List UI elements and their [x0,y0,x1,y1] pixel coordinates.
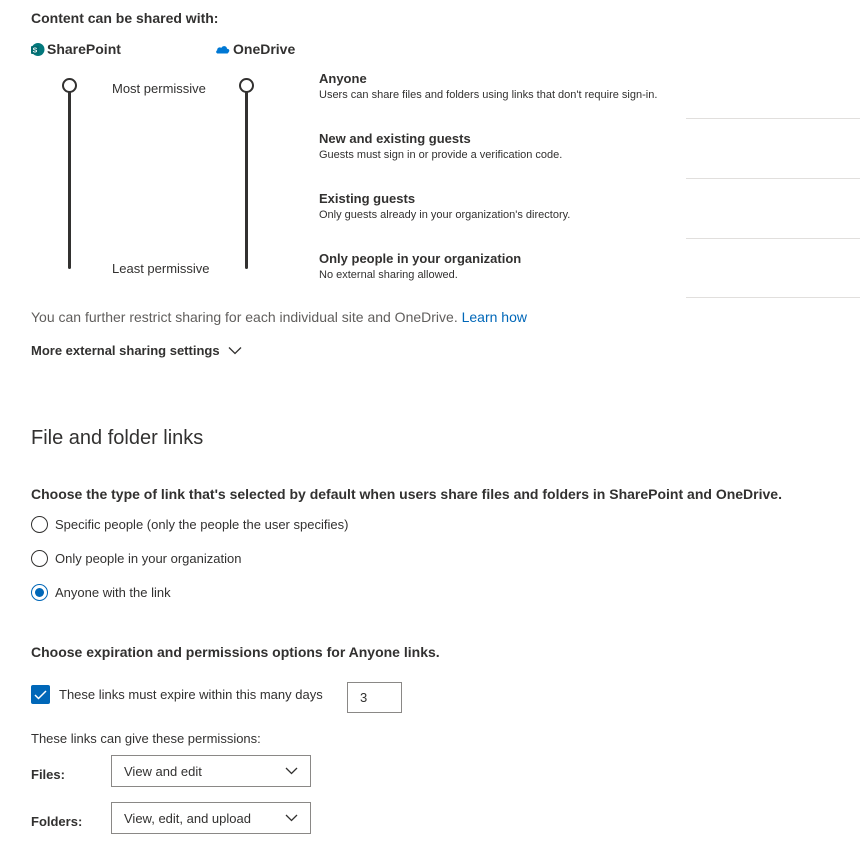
level-divider [686,118,860,119]
level-description: Users can share files and folders using links that don't require sign-in. [319,89,658,101]
onedrive-slider-thumb[interactable] [239,78,254,93]
sharepoint-icon [30,42,45,57]
most-permissive-label: Most permissive [112,81,206,96]
sharing-level-organization-only [319,250,689,283]
level-description: No external sharing allowed. [319,269,458,281]
least-permissive-label: Least permissive [112,261,210,276]
sharepoint-slider-track[interactable] [68,86,71,269]
sharing-level-anyone [319,70,689,103]
onedrive-icon [215,43,231,55]
sharepoint-label-text: SharePoint [47,41,121,57]
sharepoint-label [30,41,121,57]
onedrive-slider-track[interactable] [245,86,248,269]
sharepoint-slider-thumb[interactable] [62,78,77,93]
level-title: Existing guests [319,191,416,206]
restrict-sharing-text: You can further restrict sharing for each individual site and OneDrive. [31,309,458,325]
level-description: Only guests already in your organization's directory. [319,209,571,221]
sharing-level-existing-guests [319,190,689,223]
radio-label: Specific people (only the people the user specifies) [55,517,349,532]
folders-label: Folders: [31,814,83,829]
expiration-heading: Choose expiration and permissions options for Anyone links. [31,644,440,660]
radio-label: Anyone with the link [55,585,171,600]
chevron-down-icon [228,346,242,355]
file-folder-links-heading: File and folder links [31,427,204,449]
files-label: Files: [31,767,65,782]
more-external-sharing-settings-toggle[interactable] [31,343,242,358]
radio-button-selected[interactable] [31,584,48,601]
sharing-heading: Content can be shared with: [31,10,219,26]
restrict-sharing-note [31,309,527,325]
expire-checkbox[interactable] [31,685,50,704]
level-title: New and existing guests [319,131,471,146]
expire-days-input[interactable] [347,682,402,713]
learn-how-link[interactable]: Learn how [461,309,527,325]
chevron-down-icon [285,814,298,822]
level-title: Only people in your organization [319,251,522,266]
folders-permission-dropdown[interactable] [111,802,311,834]
chevron-down-icon [285,767,298,775]
onedrive-label [215,41,295,57]
level-title: Anyone [319,71,367,86]
folders-permission-value: View, edit, and upload [124,810,251,826]
level-divider [686,238,860,239]
svg-text:S: S [32,47,38,54]
radio-specific-people[interactable] [31,516,348,533]
default-link-question: Choose the type of link that's selected by default when users share files and folders in SharePoint and OneDrive. [31,486,782,502]
sharing-level-new-existing-guests [319,130,689,163]
radio-label: Only people in your organization [55,551,242,566]
radio-button[interactable] [31,550,48,567]
onedrive-label-text: OneDrive [233,41,296,57]
expire-label: These links must expire within this many days [59,687,323,702]
files-permission-value: View and edit [124,763,202,779]
expire-links-option[interactable] [31,685,323,704]
more-settings-label: More external sharing settings [31,343,220,358]
level-divider [686,297,860,298]
checkmark-icon [34,690,47,700]
permissions-heading: These links can give these permissions: [31,731,261,746]
radio-organization-only[interactable] [31,550,241,567]
radio-anyone-with-link[interactable] [31,584,171,601]
level-divider [686,178,860,179]
radio-button[interactable] [31,516,48,533]
level-description: Guests must sign in or provide a verification code. [319,149,563,161]
files-permission-dropdown[interactable] [111,755,311,787]
